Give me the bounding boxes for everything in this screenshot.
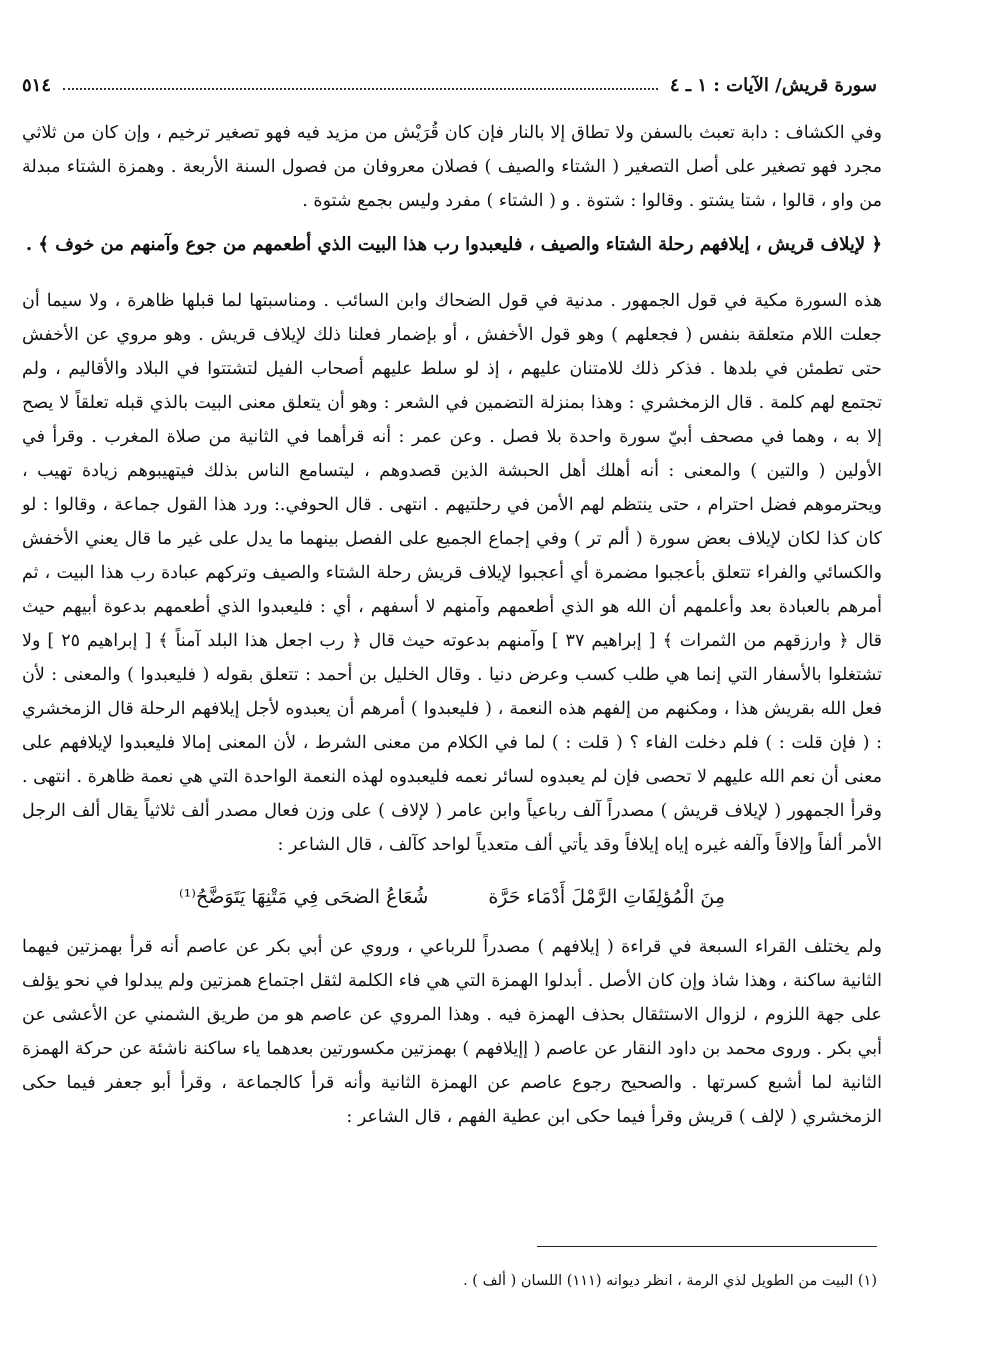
poem-verse — [22, 880, 882, 914]
page-number: ٥١٤ — [22, 75, 52, 96]
quran-verses: ﴿ لإيلاف قريش ، إيلافهم رحلة الشتاء والصيف ، فليعبدوا رب هذا البيت الذي أطعمهم من جوع وآمنهم من خوف ﴾ . — [25, 234, 882, 255]
footnote-separator — [537, 1246, 877, 1247]
paragraph-commentary: هذه السورة مكية في قول الجمهور . مدنية في قول الضحاك وابن السائب . ومناسبتها لما قبلها ظاهرة ، ولا سيما أن جعلت اللام متعلقة بنفس ( فجعلهم ) وهو قول الأخفش ، أو بإضمار فعلنا ذلك لإيلاف قريش . وهو مروي عن الأخفش حتى تطمئن في بلدها . فذكر ذلك للامتنان عليهم ، إذ لو سلط عليهم أصحاب الفيل لتشتتوا في البلاد والأقاليم ، ولم تجتمع لهم كلمة . قال الزمخشري : وهذا بمنزلة التضمين في الشعر : وهو أن يتعلق معنى البيت بالذي قبله تعلقاً لا يصح إلا به ، وهما في مصحف أبيّ سورة واحدة بلا فصل . وعن عمر : أنه قرأهما في الثانية من صلاة المغرب . وقرأ في الأولين ( والتين ) والمعنى : أنه أهلك أهل الحبشة الذين قصدوهم ، ليتسامع الناس بذلك فيتهيبوهم زيادة تهيب ، ويحترموهم فضل احترام ، حتى ينتظم لهم الأمن في رحلتيهم . انتهى . قال الحوفي.: ورد هذا القول جماعة ، وقالوا : لو كان كذا لكان لإيلاف بعض سورة ( ألم تر ) وفي إجماع الجميع على الفصل بينهما ما يدل على غير ما قال يعني الأخفش والكسائي والفراء تتعلق بأعجبوا مضمرة أي أعجبوا لإيلاف قريش رحلة الشتاء والصيف وتركهم عبادة رب هذا البيت ، ثم أمرهم بالعبادة بعد وأعلمهم أن الله هو الذي أطعمهم وآمنهم لا أسفهم ، أي : فليعبدوا الذي أطعمهم بدعوة أبيهم حيث قال ﴿ وارزقهم من الثمرات ﴾ [ إبراهيم ٣٧ ] وآمنهم بدعوته حيث قال ﴿ رب اجعل هذا البلد آمناً ﴾ [ إبراهيم ٢٥ ] ولا تشتغلوا بالأسفار التي إنما هي طلب كسب وعرض دنيا . وقال الخليل بن أحمد : تتعلق بقوله ( فليعبدوا ) والمعنى : لأن فعل الله بقريش هذا ، ومكنهم من إلفهم هذه النعمة ، ( فليعبدوا ) أمرهم أن يعبدوه لأجل إيلافهم الرحلة قال الزمخشري : ( فإن قلت : ) فلم دخلت الفاء ؟ ( قلت : ) لما في الكلام من معنى الشرط ، لأن المعنى إمالا فليعبدوا لإيلافهم على معنى أن نعم الله عليهم لا تحصى فإن لم يعبدوه لسائر نعمه فليعبدوه لهذه النعمة الواحدة التي هي نعمة ظاهرة . انتهى . وقرأ الجمهور ( لإيلاف قريش ) مصدراً آلف رباعياً وابن عامر ( لإلاف ) على وزن فعال مصدر ألف ثلاثياً يقال ألف الرجل الأمر ألفاً وإلافاً وآلفه غيره إياه إيلافاً وقد يأتي ألف متعدياً لواحد كآلف ، قال الشاعر : — [22, 291, 883, 855]
paragraph-readings: ولم يختلف القراء السبعة في قراءة ( إيلافهم ) مصدراً للرباعي ، وروي عن أبي بكر عن عاصم أنه قرأ بهمزتين فيهما الثانية ساكنة ، وهذا شاذ وإن كان الأصل . أبدلوا الهمزة التي هي فاء الكلمة لثقل اجتماع همزتين ولم يبدلوا في نحو يؤلف على جهة اللزوم ، لزوال الاستثقال بحذف الهمزة فيه . وهذا المروي عن عاصم هو من طريق الشمني عن الأعشى عن أبي بكر . وروى محمد بن داود النقار عن عاصم ( إإيلافهم ) بهمزتين مكسورتين بعدهما ياء ساكنة ناشئة عن حركة الهمزة الثانية لما أشبع كسرتها . والصحيح رجوع عاصم عن الهمزة الثانية وأنه قرأ كالجماعة ، وقرأ أبو جعفر فيما حكى الزمخشري ( لإلف ) قريش وقرأ فيما حكى ابن عطية الفهم ، قال الشاعر : — [22, 937, 882, 1127]
paragraph-kashshaf: وفي الكشاف : دابة تعبث بالسفن ولا تطاق إلا بالنار فإن كان قُرَيْش من مزيد فيه فهو تصغير ترخيم ، وإن كان من ثلاثي مجرد فهو تصغير على أصل التصغير ( الشتاء والصيف ) فصلان معروفان من فصول السنة الأربعة . وهمزة الشتاء مبدلة من واو ، قالوا ، شتا يشتو . وقالوا : شتوة . و ( الشتاء ) مفرد وليس بجمع شتوة . — [22, 123, 882, 211]
poem-first-hemistich: مِنَ الْمُؤلِفَاتِ الرَّمْلَ أَدْمَاء حَرَّة — [488, 886, 726, 908]
footnote: (١) البيت من الطويل لذي الرمة ، انظر ديوانه (١١١) اللسان ( ألف ) . — [463, 1273, 877, 1289]
page-header — [22, 66, 877, 96]
running-title: سورة قريش/ الآيات : ١ ـ ٤ — [669, 75, 877, 96]
dotted-leader — [63, 88, 658, 90]
page-body — [22, 116, 882, 1134]
poem-second-hemistich: شُعَاعُ الضحَى فِي مَتْنِهَا يَتَوَضَّحُ⁽¹⁾ — [179, 886, 429, 908]
